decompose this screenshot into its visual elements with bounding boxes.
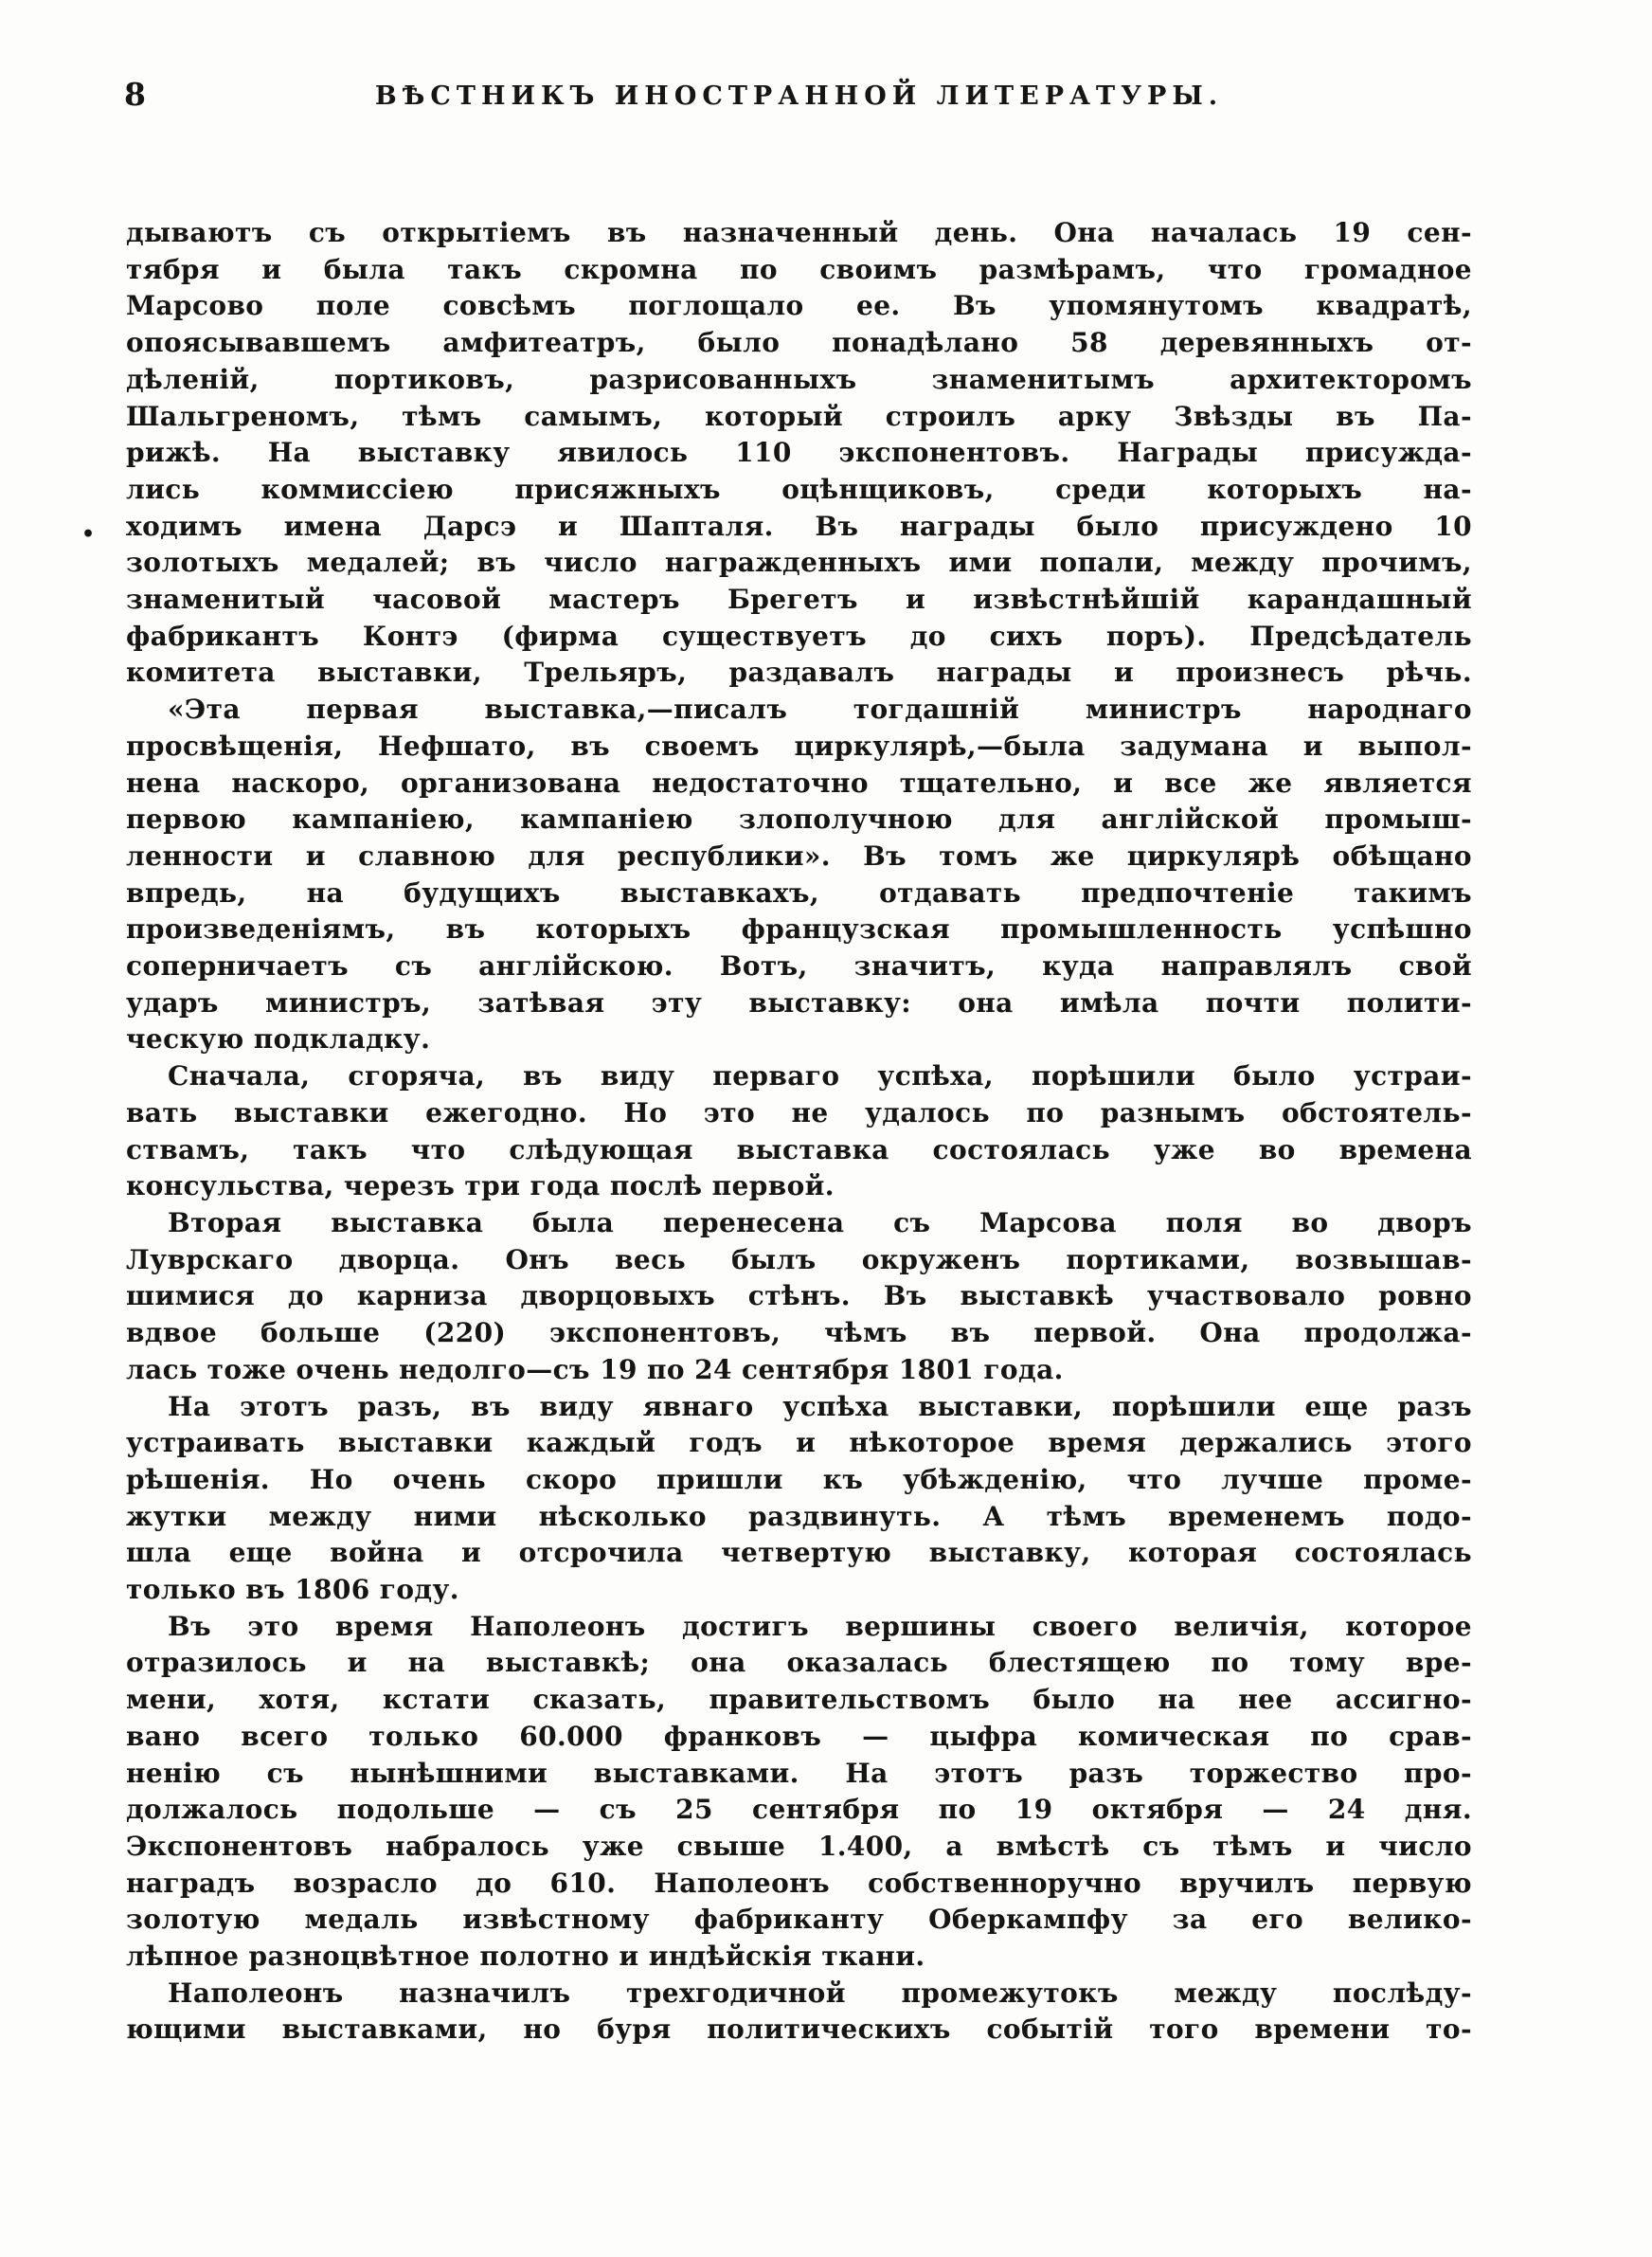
text-line: ходимъ имена Дарсэ и Шапталя. Въ награды было присуждено 10: [126, 510, 1472, 542]
text-line: «Эта первая выставка,—писалъ тогдашній министръ народнаго: [168, 694, 1472, 726]
text-line: На этотъ разъ, въ виду явнаго успѣха выставки, порѣшили еще разъ: [168, 1390, 1472, 1422]
text-line: тября и была такъ скромна по своимъ размѣрамъ, что громадное: [126, 253, 1472, 285]
text-line: ющими выставками, но буря политическихъ событій того времени то-: [126, 2013, 1472, 2046]
text-line: только въ 1806 году.: [126, 1574, 459, 1606]
text-line: Марсово поле совсѣмъ поглощало ее. Въ упомянутомъ квадратѣ,: [126, 290, 1472, 322]
text-line: Наполеонъ назначилъ трехгодичной промежутокъ между послѣду-: [168, 1977, 1472, 2009]
text-block: [126, 215, 1472, 2049]
text-line: шимися до карниза дворцовыхъ стѣнъ. Въ выставкѣ участвовало ровно: [126, 1280, 1472, 1312]
text-line: консульства, черезъ три года послѣ первой.: [126, 1170, 835, 1202]
text-line: устраивать выставки каждый годъ и нѣкоторое время держались этого: [126, 1427, 1472, 1459]
text-line: первою кампаніею, кампаніею злополучною для англійской промыш-: [126, 803, 1472, 836]
text-line: вать выставки ежегодно. Но это не удалось по разнымъ обстоятель-: [126, 1096, 1472, 1128]
text-line: рижѣ. На выставку явилось 110 экспонентовъ. Награды присужда-: [126, 437, 1472, 469]
text-line: Луврскаго дворца. Онъ весь былъ окруженъ портиками, возвышав-: [126, 1243, 1472, 1275]
text-line: ленности и славною для республики». Въ томъ же циркулярѣ обѣщано: [126, 840, 1472, 872]
text-line: должалось подольше — съ 25 сентября по 19 октября — 24 дня.: [126, 1794, 1472, 1826]
text-line: вдвое больше (220) экспонентовъ, чѣмъ въ первой. Она продолжа-: [126, 1317, 1472, 1349]
text-line: ударъ министръ, затѣвая эту выставку: она имѣла почти полити-: [126, 986, 1472, 1019]
text-line: соперничаетъ съ англійскою. Вотъ, значитъ, куда направлялъ свой: [126, 950, 1472, 983]
text-line: наградъ возрасло до 610. Наполеонъ собственноручно вручилъ первую: [126, 1867, 1472, 1899]
page-number: 8: [124, 76, 146, 113]
text-line: лѣпное разноцвѣтное полотно и индѣйскія ткани.: [126, 1941, 925, 1973]
text-line: Въ это время Наполеонъ достигъ вершины своего величія, которое: [168, 1610, 1472, 1642]
text-line: мени, хотя, кстати сказать, правительствомъ было на нее ассигно-: [126, 1684, 1472, 1716]
text-line: Экспонентовъ набралось уже свыше 1.400, а вмѣстѣ съ тѣмъ и число: [126, 1830, 1472, 1862]
text-line: рѣшенія. Но очень скоро пришли къ убѣжденію, что лучше проме-: [126, 1463, 1472, 1495]
text-line: Шальгреномъ, тѣмъ самымъ, который строилъ арку Звѣзды въ Па-: [126, 400, 1472, 432]
text-line: ствамъ, такъ что слѣдующая выставка состоялась уже во времена: [126, 1133, 1472, 1165]
text-line: лась тоже очень недолго—съ 19 по 24 сентября 1801 года.: [126, 1353, 1064, 1385]
text-line: вано всего только 60.000 франковъ — цыфра комическая по срав-: [126, 1720, 1472, 1752]
text-line: дѣленій, портиковъ, разрисованныхъ знаменитымъ архитекторомъ: [126, 363, 1472, 395]
running-head-title: ВѢСТНИКЪ ИНОСТРАННОЙ ЛИТЕРАТУРЫ.: [374, 81, 1224, 111]
text-line: Вторая выставка была перенесена съ Марсова поля во дворъ: [168, 1206, 1472, 1238]
text-line: опоясывавшемъ амфитеатръ, было понадѣлано 58 деревянныхъ от-: [126, 327, 1472, 359]
text-line: просвѣщенія, Нефшато, въ своемъ циркулярѣ,—была задумана и выпол-: [126, 730, 1472, 762]
text-line: отразилось и на выставкѣ; она оказалась блестящею по тому вре-: [126, 1647, 1472, 1679]
text-line: произведеніямъ, въ которыхъ французская промышленность успѣшно: [126, 913, 1472, 946]
text-line: жутки между ними нѣсколько раздвинуть. А тѣмъ временемъ подо-: [126, 1500, 1472, 1532]
text-line: шла еще война и отсрочила четвертую выставку, которая состоялась: [126, 1537, 1472, 1569]
margin-mark: •: [81, 522, 96, 547]
text-line: лись коммиссіею присяжныхъ оцѣнщиковъ, среди которыхъ на-: [126, 473, 1472, 505]
text-line: Сначала, сгоряча, въ виду перваго успѣха, порѣшили было устраи-: [168, 1060, 1472, 1092]
text-line: впредь, на будущихъ выставкахъ, отдавать предпочтеніе такимъ: [126, 876, 1472, 909]
text-line: золотую медаль извѣстному фабриканту Оберкампфу за его велико-: [126, 1904, 1472, 1936]
text-line: комитета выставки, Трельяръ, раздавалъ награды и произнесъ рѣчь.: [126, 657, 1472, 689]
text-line: дываютъ съ открытіемъ въ назначенный день. Она началась 19 сен-: [126, 217, 1472, 248]
text-line: ческую подкладку.: [126, 1023, 431, 1056]
text-line: золотыхъ медалей; въ число награжденныхъ ими попали, между прочимъ,: [126, 547, 1472, 579]
text-line: знаменитый часовой мастеръ Брегетъ и извѣстнѣйшій карандашный: [126, 584, 1472, 616]
text-line: нена наскоро, организована недостаточно тщательно, и все же является: [126, 767, 1472, 799]
text-line: ненію съ нынѣшними выставками. На этотъ разъ торжество про-: [126, 1757, 1472, 1789]
text-line: фабрикантъ Контэ (фирма существуетъ до сихъ поръ). Предсѣдатель: [126, 620, 1472, 652]
